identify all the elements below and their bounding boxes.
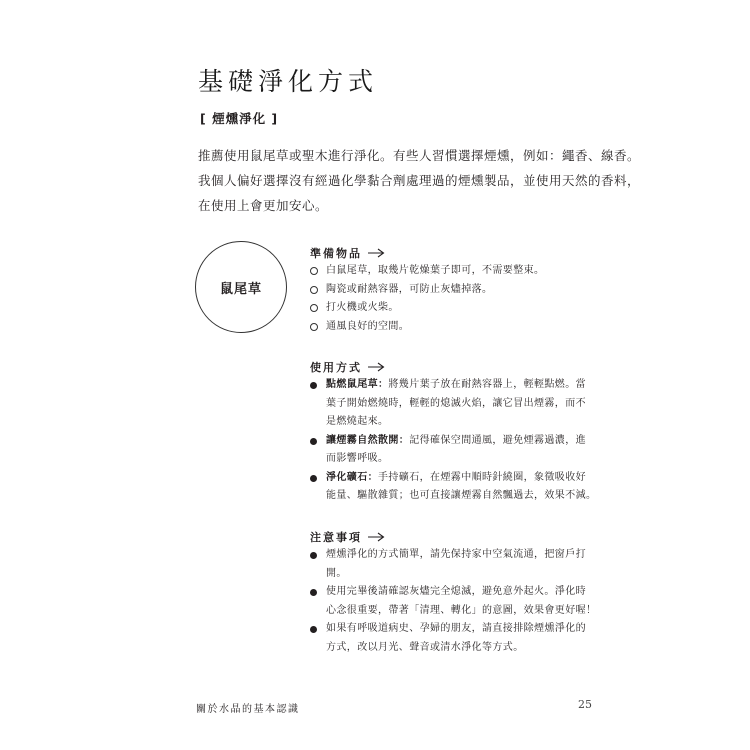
herb-circle [195, 241, 287, 333]
list-item: 打火機或火柴。 [310, 299, 600, 318]
list-item: 如果有呼吸道病史、孕婦的朋友，請直接排除煙燻淨化的 方式，改以月光、聲音或清水淨化等方式。 [310, 620, 600, 657]
bullet-dot-icon [310, 475, 317, 482]
arrow-right-icon [368, 532, 385, 542]
item-label: 淨化礦石： [326, 471, 378, 483]
preparation-heading [310, 244, 600, 262]
arrow-right-icon [368, 362, 385, 372]
bullet-dot-icon [310, 552, 317, 559]
list-item: 白鼠尾草，取幾片乾燥葉子即可，不需要整束。 [310, 262, 600, 281]
list-item: 淨化礦石：手持礦石，在煙霧中順時針繞圈，象徵吸收好 能量、驅散雜質；也可直接讓煙霧自然飄過去，效果不減。 [310, 469, 600, 506]
bullet-dot-icon [310, 438, 317, 445]
preparation-heading-text: 準備物品 [310, 247, 362, 260]
list-item: 點燃鼠尾草：將幾片葉子放在耐熱容器上，輕輕點燃。當 葉子開始燃燒時，輕輕的熄滅火焰，讓它冒出煙霧，而不 是燃燒起來。 [310, 376, 600, 432]
usage-section [310, 358, 600, 506]
intro-line: 我個人偏好選擇沒有經過化學黏合劑處理過的煙燻製品，並使用天然的香料， [198, 173, 641, 188]
intro-line: 在使用上會更加安心。 [198, 198, 329, 213]
usage-heading [310, 358, 600, 376]
circle-bullet-icon [310, 267, 318, 275]
preparation-section [310, 244, 600, 336]
list-item: 通風良好的空間。 [310, 318, 600, 337]
list-item: 使用完畢後請確認灰燼完全熄滅，避免意外起火。淨化時 心念很重要，帶著「清理、轉化」的意圖，效果會更好喔！ [310, 583, 600, 620]
bullet-dot-icon [310, 382, 317, 389]
intro-line: 推薦使用鼠尾草或聖木進行淨化。有些人習慣選擇煙燻，例如：繩香、線香。 [198, 148, 641, 163]
herb-label: 鼠尾草 [219, 281, 262, 297]
bullet-dot-icon [310, 626, 317, 633]
notes-section [310, 528, 600, 657]
circle-bullet-icon [310, 304, 318, 312]
bullet-dot-icon [310, 589, 317, 596]
list-item: 讓煙霧自然散開：記得確保空間通風，避免煙霧過濃，進 而影響呼吸。 [310, 432, 600, 469]
circle-bullet-icon [310, 323, 318, 331]
page-number: 25 [578, 698, 592, 711]
usage-heading-text: 使用方式 [310, 361, 362, 374]
notes-heading-text: 注意事項 [310, 531, 362, 544]
notes-heading [310, 528, 600, 546]
item-label: 讓煙霧自然散開： [326, 434, 410, 446]
running-footer-title: 關於水晶的基本認識 [196, 704, 300, 715]
circle-bullet-icon [310, 286, 318, 294]
arrow-right-icon [368, 248, 385, 258]
item-label: 點燃鼠尾草： [326, 379, 389, 390]
list-item: 陶瓷或耐熱容器，可防止灰燼掉落。 [310, 281, 600, 300]
list-item: 煙燻淨化的方式簡單，請先保持家中空氣流通，把窗戶打 開。 [310, 546, 600, 583]
section-tag: [ 煙燻淨化 ] [200, 111, 279, 126]
page-title: 基礎淨化方式 [198, 67, 379, 96]
intro-paragraph [198, 143, 641, 218]
